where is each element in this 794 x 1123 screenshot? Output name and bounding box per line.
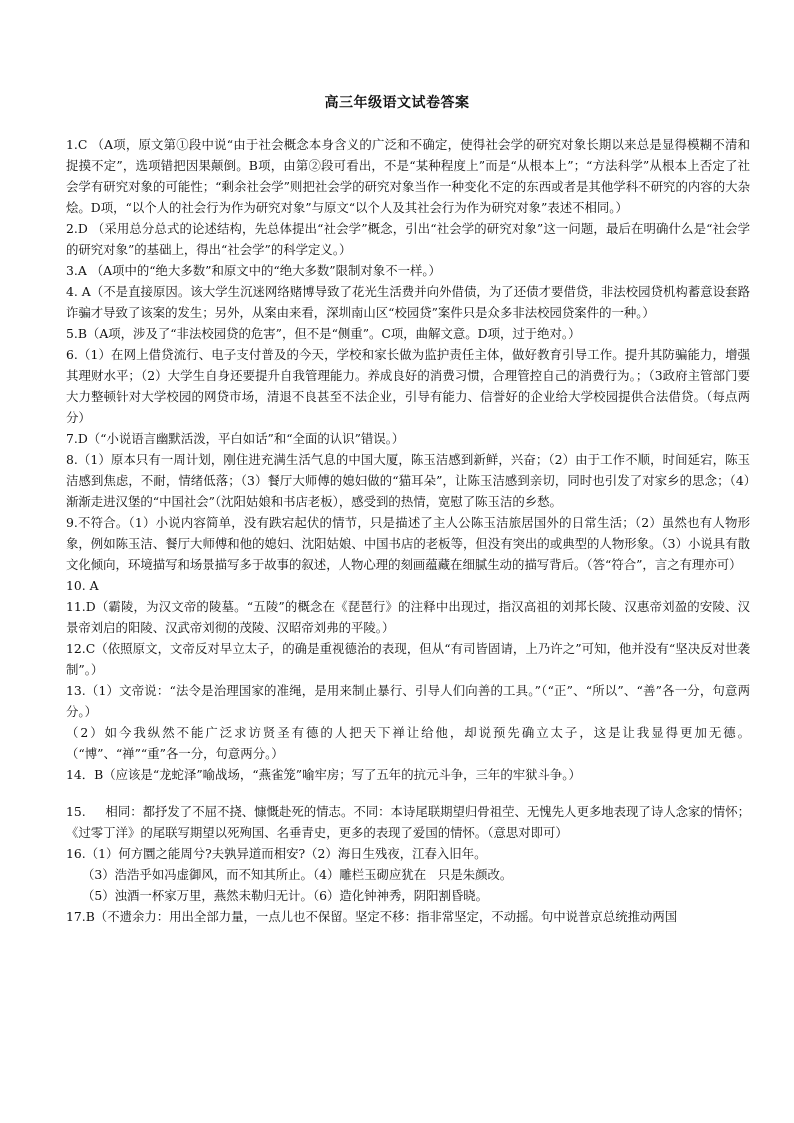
answer-15: 15. 相同：都抒发了不屈不挠、慷慨赴死的情志。不同：本诗尾联期望归骨祖茔、无愧先人更多地表现了诗人念家的情怀；《过零丁洋》的尾联写期望以死殉国、名垂青史，更多的表现了爱国的情怀。（意思对即可） [66,804,750,840]
answer-5: 5.B（A项，涉及了“非法校园贷的危害”，但不是“侧重”。C项，曲解文意。D项，过于绝对。） [66,326,581,341]
answer-1: 1.C （A项，原文第①段中说“由于社会概念本身含义的广泛和不确定，使得社会学的研究对象长期以来总是显得模糊不清和捉摸不定”，选项错把因果颠倒。B项，由第②段可看出，不是“某种程度上”而是“从根本上”；“方法科学”从根本上否定了社会学有研究对象的可能性；“剩余社会学”则把社会学的研究对象当作一种变化不定的东西或者是其他学科不研究的内容的大杂烩。D项，“以个人的社会行为作为研究对象”与原文“以个人及其社会行为作为研究对象”表述不相同。） [66,137,750,215]
answer-14: 14．B（应该是“龙蛇泽”喻战场，“燕雀笼”喻牢房；写了五年的抗元斗争，三年的牢狱斗争。） [66,767,581,782]
answer-16-line-1: 16.（1）何方圜之能周兮?夫孰异道而相安?（2）海日生残夜，江春入旧年。 [66,846,487,861]
answer-16-line-2: （3）浩浩乎如冯虚御风，而不知其所止。（4）雕栏玉砌应犹在 只是朱颜改。 [82,867,513,882]
answer-8: 8.（1）原本只有一周计划，刚住进充满生活气息的中国大厦，陈玉洁感到新鲜，兴奋；（2）由于工作不顺，时间延宕，陈玉洁感到焦虑，不耐，情绪低落；（3）餐厅大师傅的媳妇做的“猫耳朵”，让陈玉洁感到亲切，同时也引发了对家乡的思念；（4）渐渐走进汉堡的“中国社会”（沈阳姑娘和书店老板），感受到的热情，宽慰了陈玉洁的乡愁。 [66,452,750,509]
answer-4: 4. A（不是直接原因。该大学生沉迷网络赌博导致了花光生活费并向外借债，为了还债才要借贷，非法校园贷机构蓄意设套路诈骗才导致了该案的发生；另外，从案由来看，深圳南山区“校园贷”案件只是众多非法校园贷案件的一种。） [66,284,750,320]
answer-6: 6.（1）在网上借贷流行、电子支付普及的今天，学校和家长做为监护责任主体，做好教育引导工作。提升其防骗能力，增强其理财水平；（2）大学生自身还要提升自我管理能力。养成良好的消费习惯，合理管控自己的消费行为。；（3政府主管部门要大力整顿针对大学校园的网贷市场，清退不良甚至不法企业，引导有能力、信誉好的企业给大学校园提供合法借贷。（每点两分） [66,347,750,425]
answers-body [66,134,750,927]
answer-17: 17.B（不遗余力：用出全部力量，一点儿也不保留。坚定不移：指非常坚定，不动摇。句中说普京总统推动两国 [66,909,678,924]
answer-9: 9.不符合。（1）小说内容简单，没有跌宕起伏的情节，只是描述了主人公陈玉洁旅居国外的日常生活；（2）虽然也有人物形象，例如陈玉洁、餐厅大师傅和他的媳妇、沈阳姑娘、中国书店的老板等，但没有突出的或典型的人物形象。（3）小说具有散文化倾向，环境描写和场景描写多于故事的叙述，人物心理的刻画蕴藏在细腻生动的描写背后。（答“符合”，言之有理亦可） [66,515,750,572]
answer-2: 2.D （采用总分总式的论述结构，先总体提出“社会学”概念，引出“社会学的研究对象”这一问题，最后在明确什么是“社会学的研究对象”的基础上，得出“社会学”的科学定义。） [66,221,750,257]
paragraph-gap [66,785,750,801]
answer-7: 7.D（“小说语言幽默活泼，平白如话”和“全面的认识”错误。） [66,431,405,446]
answer-10: 10. A [66,578,99,593]
answer-11: 11.D（霸陵，为汉文帝的陵墓。“五陵”的概念在《琵琶行》的注释中出现过，指汉高祖的刘邦长陵、汉惠帝刘盈的安陵、汉景帝刘启的阳陵、汉武帝刘彻的茂陵、汉昭帝刘弗的平陵。） [66,599,750,635]
page-title: 高三年级语文试卷答案 [324,95,470,111]
answer-13-part-1: 13.（1）文帝说：“法令是治理国家的准绳，是用来制止暴行、引导人们向善的工具。”（“正”、“所以”、“善”各一分，句意两分。） [66,683,750,719]
answer-12: 12.C（依照原文，文帝反对早立太子，的确是重视德治的表现，但从“有司皆固请，上乃许之”可知，他并没有“坚决反对世袭制”。） [66,641,750,677]
answer-16-line-3: （5）浊酒一杯家万里，燕然未勒归无计。（6）造化钟神秀，阴阳割昏晓。 [82,888,489,903]
answer-3: 3.A （A项中的“绝大多数”和原文中的“绝大多数”限制对象不一样。） [66,263,441,278]
answer-13-part-2: （2）如今我纵然不能广泛求访贤圣有德的人把天下禅让给他，却说预先确立太子，这是让我显得更加无德。（“博”、“禅”“重”各一分，句意两分。） [66,725,750,761]
